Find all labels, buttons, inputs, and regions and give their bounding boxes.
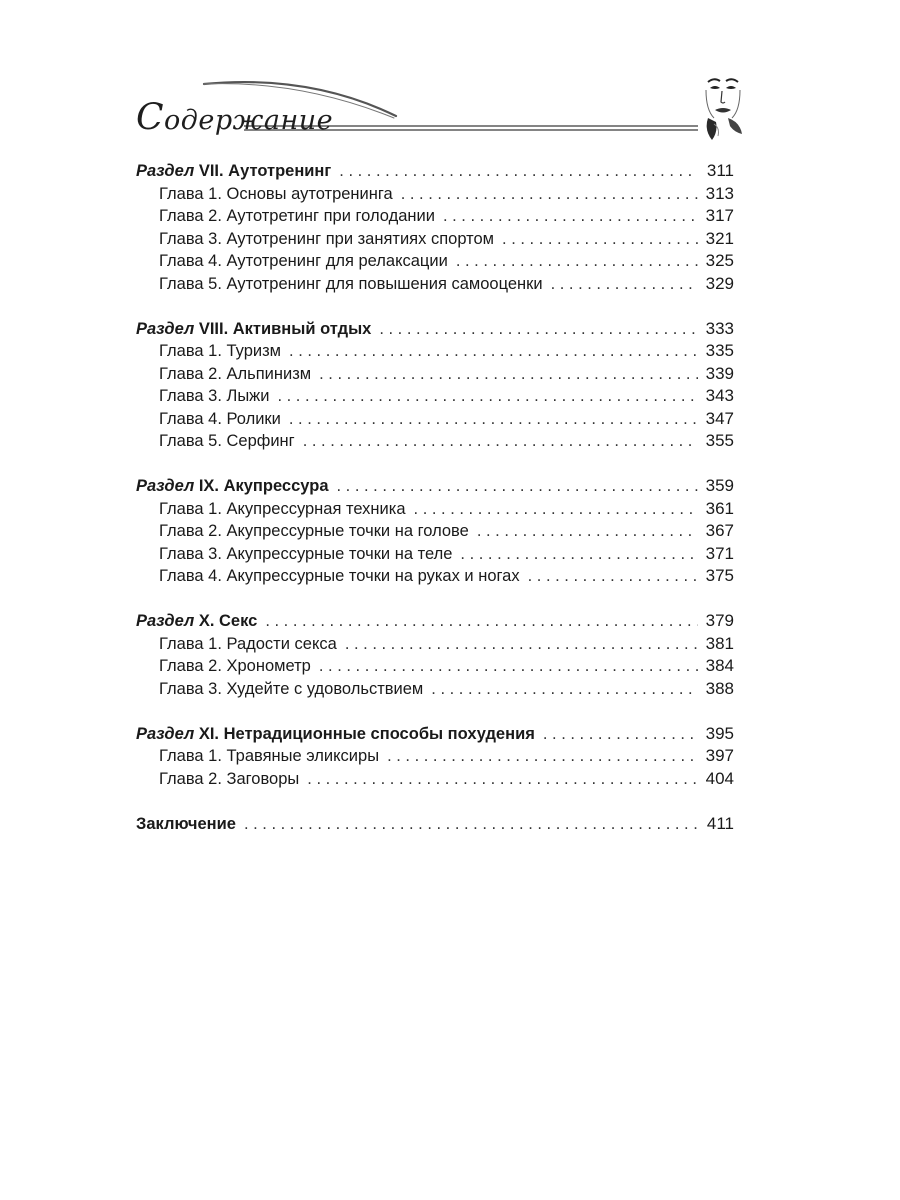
toc-chapter-entry[interactable]: [136, 205, 734, 228]
toc-section-entry[interactable]: [136, 723, 734, 746]
toc-chapter-entry[interactable]: [136, 565, 734, 588]
toc-section-prefix: Раздел: [136, 477, 195, 495]
toc-section-name: XI. Нетрадиционные способы похудения: [194, 724, 535, 743]
toc-chapter-entry[interactable]: [136, 228, 734, 251]
toc-page-number: 317: [705, 206, 734, 225]
toc-chapter-title: Глава 2. Альпинизм: [159, 364, 312, 383]
dot-leader: [443, 205, 698, 228]
toc-section-title: [136, 610, 257, 633]
dot-leader: [477, 520, 698, 543]
toc-page-number: 411: [706, 813, 734, 833]
toc-section-entry[interactable]: [136, 475, 734, 498]
dot-leader: [551, 273, 698, 296]
dot-leader: [401, 183, 698, 206]
toc-page-number: 311: [706, 161, 734, 180]
toc-section-prefix: Раздел: [136, 319, 195, 338]
toc-chapter-title: Глава 3. Акупрессурные точки на теле: [159, 544, 453, 563]
dot-leader: [456, 250, 698, 273]
toc-chapter-title: Глава 1. Акупрессурная техника: [159, 499, 406, 518]
toc-page-number: 371: [705, 543, 734, 563]
toc-section-title: [136, 160, 331, 183]
toc-page-number: 379: [705, 611, 734, 630]
toc-chapter-title: Глава 2. Акупрессурные точки на голове: [159, 522, 469, 540]
toc-section-entry[interactable]: [136, 160, 734, 183]
toc-chapter-entry[interactable]: [136, 340, 734, 363]
toc-chapter-entry[interactable]: [136, 250, 734, 273]
toc-chapter-entry[interactable]: [136, 363, 734, 386]
toc-chapter-title: Глава 2. Хронометр: [159, 657, 311, 675]
toc-chapter-title: Глава 2. Аутотретинг при голодании: [159, 207, 435, 225]
toc-chapter-title: Глава 1. Радости секса: [159, 634, 337, 653]
dot-leader: [543, 723, 698, 746]
toc-chapter-title: Глава 4. Акупрессурные точки на руках и ногах: [159, 567, 520, 585]
toc-chapter-entry[interactable]: [136, 430, 734, 453]
toc-chapter-entry[interactable]: [136, 385, 734, 408]
toc-section-prefix: Раздел: [136, 612, 195, 630]
toc-chapter-entry[interactable]: [136, 183, 734, 206]
toc-page-number: 361: [705, 498, 734, 518]
toc-section-prefix: Раздел: [136, 162, 195, 180]
toc-chapter-title: Глава 2. Заговоры: [159, 769, 300, 788]
dot-leader: [339, 160, 698, 183]
dot-leader: [502, 228, 698, 251]
toc-page-number: 343: [705, 386, 734, 405]
toc-page-number: 333: [705, 318, 734, 338]
running-header: [0, 0, 900, 160]
toc-page-number: 325: [705, 251, 734, 270]
toc-chapter-title: Глава 3. Худейте с удовольствием: [159, 679, 424, 698]
toc-chapter-entry[interactable]: [136, 745, 734, 768]
toc-page-number: 355: [705, 431, 734, 450]
dot-leader: [414, 498, 698, 521]
toc-section-entry[interactable]: [136, 813, 734, 836]
toc-page-number: 388: [705, 678, 734, 698]
toc-chapter-entry[interactable]: [136, 633, 734, 656]
dot-leader: [303, 430, 698, 453]
toc-page-number: 359: [705, 476, 734, 495]
toc-page-number: 375: [705, 566, 734, 585]
toc-chapter-title: Глава 1. Туризм: [159, 342, 282, 360]
toc-chapter-title: Глава 1. Травяные эликсиры: [159, 747, 380, 765]
toc-page-number: 347: [705, 408, 734, 428]
toc-chapter-entry[interactable]: [136, 543, 734, 566]
dot-leader: [387, 745, 698, 768]
dot-leader: [528, 565, 698, 588]
toc-section-title: [136, 475, 329, 498]
toc-section: [136, 723, 734, 791]
dot-leader: [289, 408, 698, 431]
toc-chapter-entry[interactable]: [136, 273, 734, 296]
toc-section-title: [136, 723, 535, 746]
toc-section-entry[interactable]: [136, 610, 734, 633]
dot-leader: [307, 768, 698, 791]
toc-chapter-title: Глава 3. Аутотренинг при занятиях спортом: [159, 229, 495, 248]
toc-section-name: VII. Аутотренинг: [194, 162, 332, 180]
toc-page-number: 335: [705, 341, 734, 360]
header-title: [136, 97, 334, 138]
header-title-capital: С: [136, 97, 165, 138]
toc-page-number: 339: [705, 363, 734, 383]
dot-leader: [460, 543, 698, 566]
dot-leader: [379, 318, 698, 341]
toc-section-name: X. Секс: [194, 612, 258, 630]
toc-page-number: 395: [705, 723, 734, 743]
toc-chapter-title: Глава 5. Серфинг: [159, 432, 295, 450]
toc-page-number: 384: [705, 656, 734, 675]
toc-section: [136, 813, 734, 836]
toc-page-number: 381: [705, 633, 734, 653]
toc-section-entry[interactable]: [136, 318, 734, 341]
toc-chapter-entry[interactable]: [136, 655, 734, 678]
woman-face-icon: [700, 74, 746, 144]
toc-chapter-entry[interactable]: [136, 520, 734, 543]
toc-chapter-entry[interactable]: [136, 408, 734, 431]
decorative-swoosh-line: [0, 0, 900, 160]
dot-leader: [431, 678, 698, 701]
toc-page-number: 404: [705, 768, 734, 788]
toc-page-number: 313: [705, 183, 734, 203]
table-of-contents: [136, 160, 734, 858]
toc-chapter-title: Глава 3. Лыжи: [159, 387, 270, 405]
toc-section: [136, 610, 734, 700]
dot-leader: [337, 475, 699, 498]
dot-leader: [289, 340, 698, 363]
dot-leader: [277, 385, 698, 408]
toc-section: [136, 160, 734, 295]
toc-section-title: [136, 318, 371, 341]
header-title-rest: одержание: [164, 105, 334, 136]
toc-chapter-title: Глава 1. Основы аутотренинга: [159, 184, 393, 203]
dot-leader: [345, 633, 698, 656]
toc-section: [136, 318, 734, 453]
toc-page-number: 321: [705, 228, 734, 248]
toc-section-title: [136, 813, 236, 836]
dot-leader: [244, 813, 698, 836]
toc-chapter-title: Глава 5. Аутотренинг для повышения самооценки: [159, 274, 543, 293]
toc-page-number: 329: [705, 273, 734, 293]
toc-chapter-entry[interactable]: [136, 768, 734, 791]
toc-section-name: VIII. Активный отдых: [194, 319, 372, 338]
dot-leader: [319, 655, 698, 678]
dot-leader: [265, 610, 698, 633]
toc-chapter-title: Глава 4. Ролики: [159, 409, 281, 428]
toc-section-prefix: Раздел: [136, 724, 195, 743]
toc-chapter-title: Глава 4. Аутотренинг для релаксации: [159, 252, 448, 270]
toc-chapter-entry[interactable]: [136, 498, 734, 521]
toc-page-number: 397: [705, 746, 734, 765]
toc-section: [136, 475, 734, 588]
dot-leader: [319, 363, 698, 386]
toc-section-name: IX. Акупрессура: [194, 477, 329, 495]
toc-chapter-entry[interactable]: [136, 678, 734, 701]
toc-page-number: 367: [705, 521, 734, 540]
toc-section-name: Заключение: [136, 814, 236, 833]
